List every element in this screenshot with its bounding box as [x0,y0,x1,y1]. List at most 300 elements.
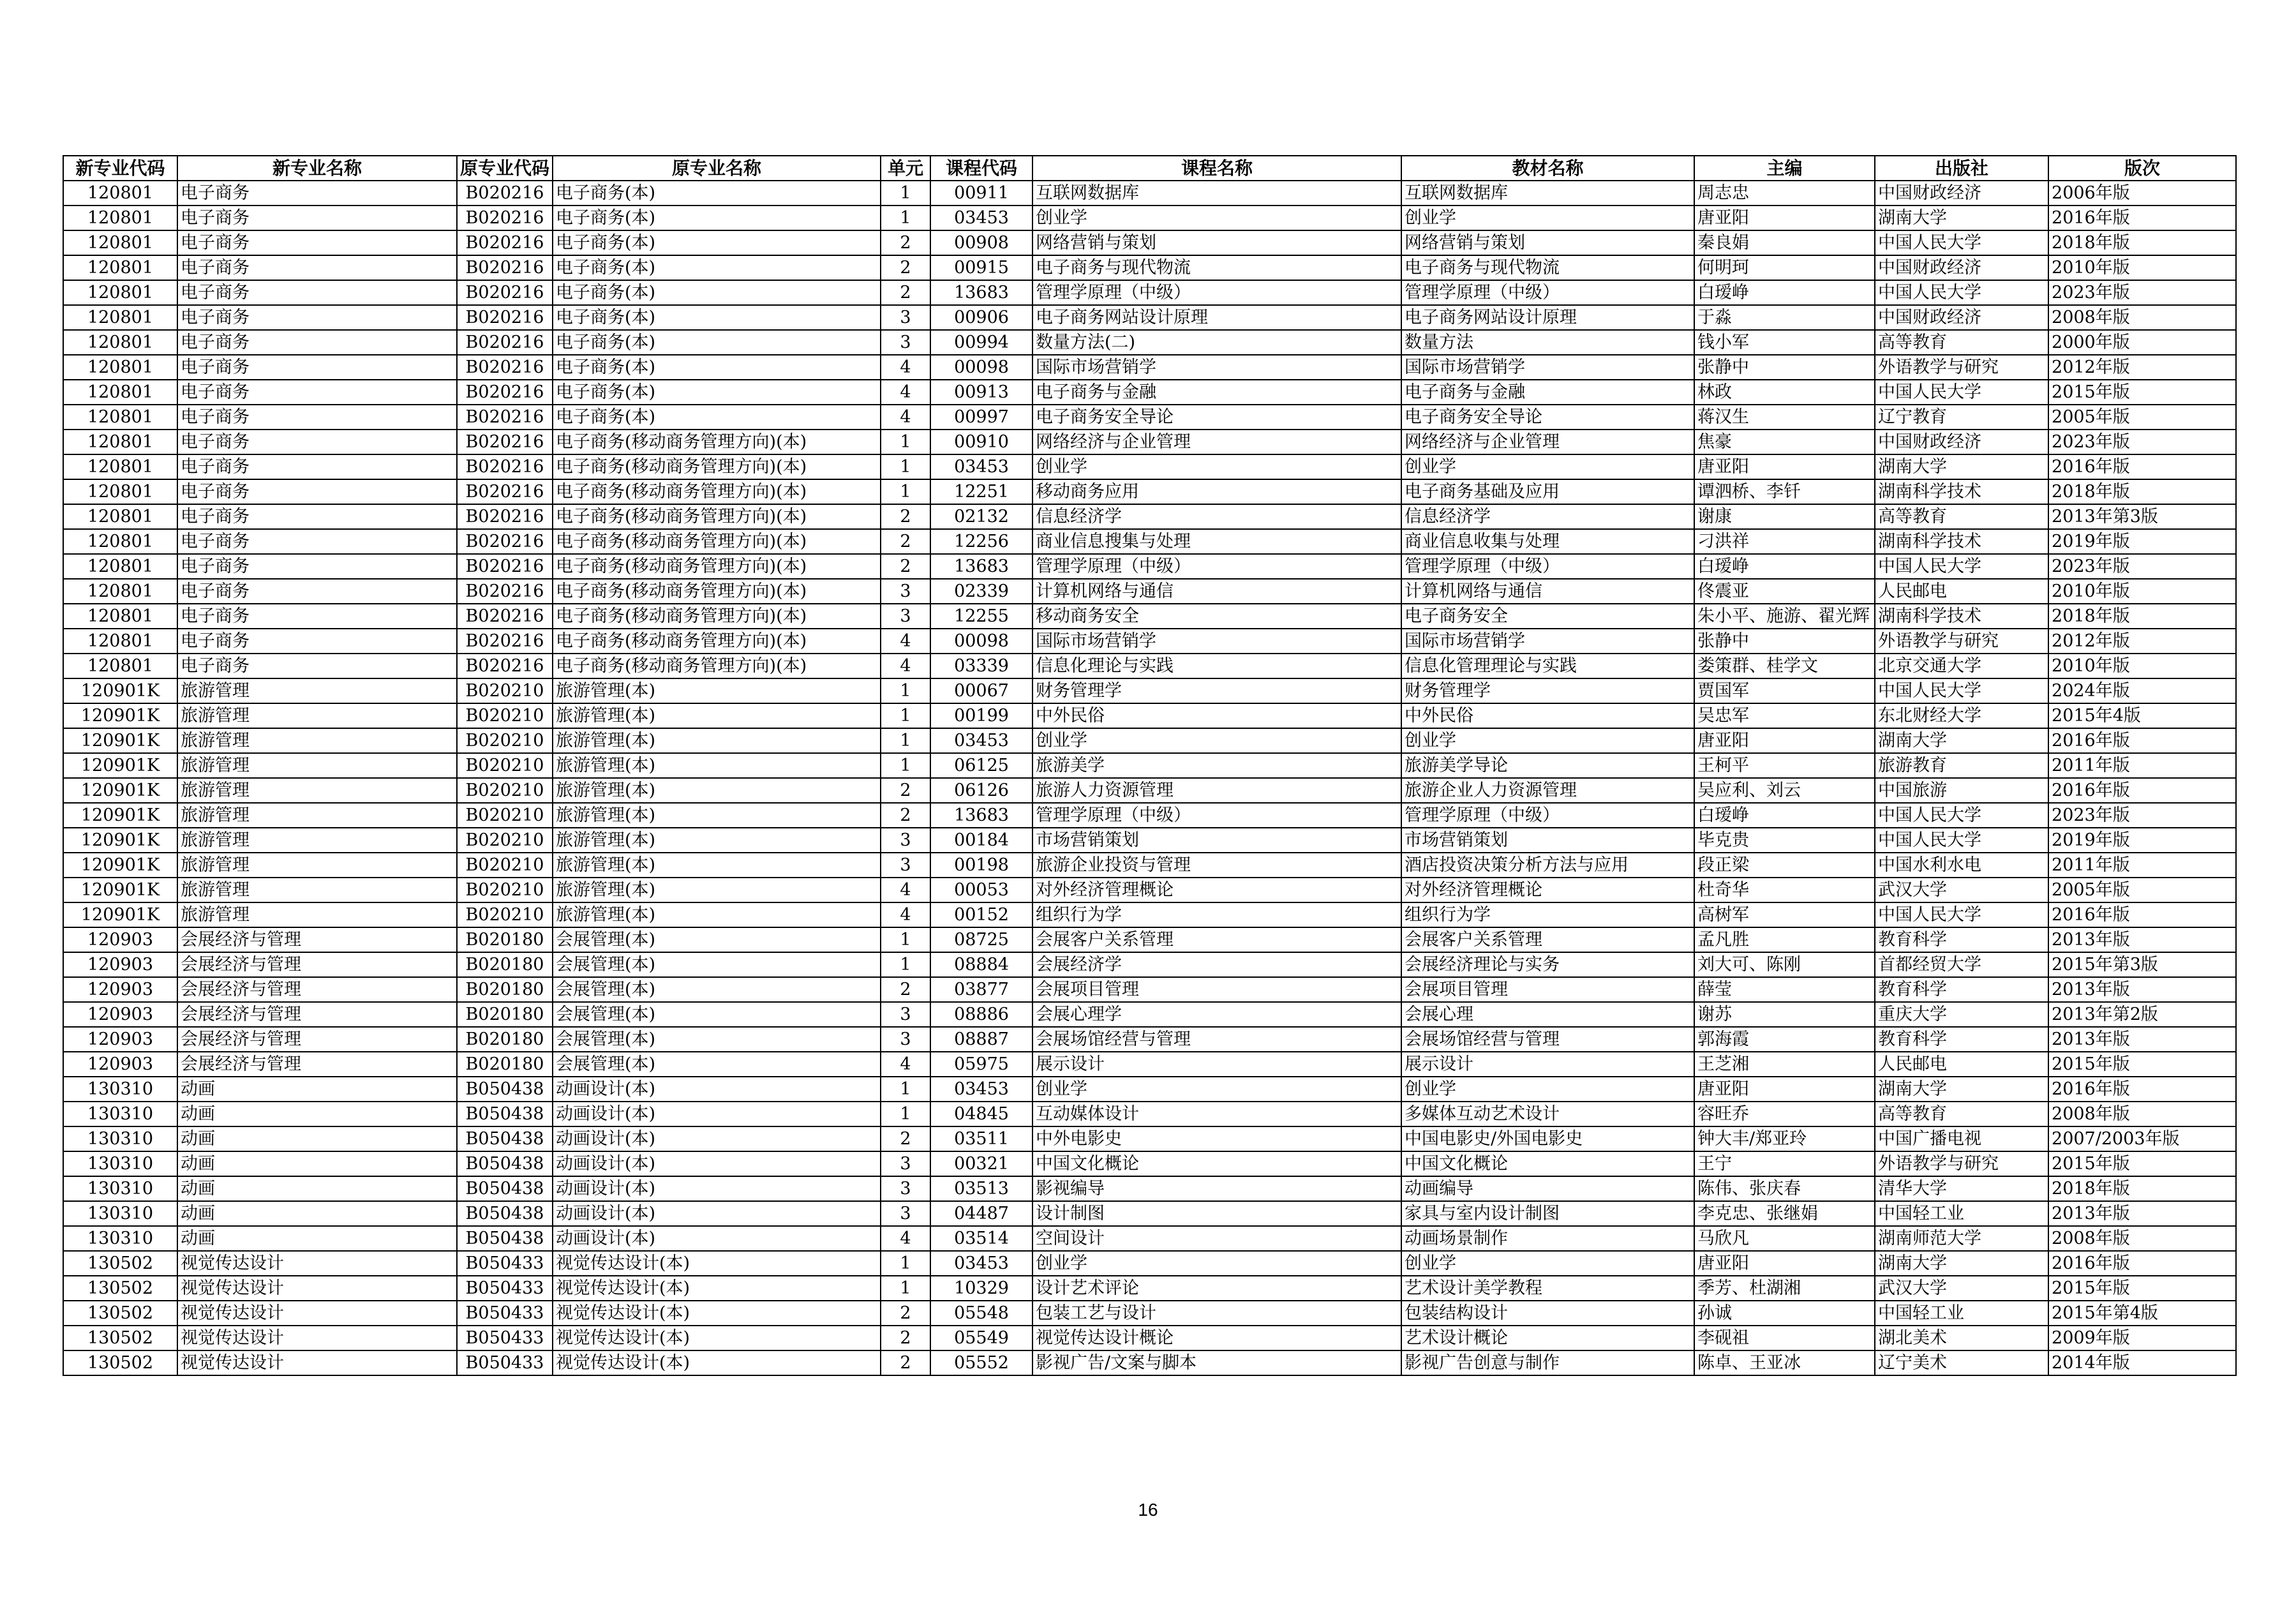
cell-old-major-code: B050438 [457,1226,553,1251]
cell-course-name: 会展客户关系管理 [1032,927,1401,952]
cell-course-name: 中外民俗 [1032,703,1401,728]
cell-old-major-code: B020180 [457,952,553,977]
cell-old-major-code: B020216 [457,330,553,355]
cell-old-major-code: B050433 [457,1301,553,1326]
cell-unit: 1 [881,1102,930,1126]
cell-course-name: 计算机网络与通信 [1032,579,1401,604]
cell-new-major-code: 130310 [63,1151,177,1176]
cell-old-major-code: B050433 [457,1276,553,1301]
cell-old-major-name: 动画设计(本) [553,1102,881,1126]
cell-edition: 2023年版 [2048,430,2236,454]
cell-unit: 3 [881,1176,930,1201]
cell-old-major-name: 电子商务(本) [553,355,881,380]
cell-publisher: 中国人民大学 [1875,554,2048,579]
cell-publisher: 中国广播电视 [1875,1126,2048,1151]
cell-textbook-name: 会展心理 [1401,1002,1694,1027]
cell-old-major-name: 电子商务(本) [553,230,881,255]
cell-edition: 2015年第4版 [2048,1301,2236,1326]
cell-old-major-code: B020180 [457,1027,553,1052]
cell-new-major-name: 电子商务 [177,430,457,454]
cell-new-major-name: 旅游管理 [177,753,457,778]
cell-publisher: 中国人民大学 [1875,380,2048,405]
table-row [63,305,2236,330]
cell-new-major-code: 130310 [63,1226,177,1251]
cell-old-major-code: B020210 [457,853,553,878]
cell-edition: 2010年版 [2048,579,2236,604]
table-row [63,454,2236,479]
cell-course-name: 数量方法(二) [1032,330,1401,355]
cell-new-major-code: 120903 [63,927,177,952]
cell-unit: 2 [881,977,930,1002]
table-row [63,803,2236,828]
cell-old-major-name: 视觉传达设计(本) [553,1251,881,1276]
cell-unit: 1 [881,454,930,479]
cell-course-name: 商业信息搜集与处理 [1032,529,1401,554]
cell-new-major-name: 旅游管理 [177,853,457,878]
cell-course-code: 00994 [930,330,1032,355]
cell-course-code: 00321 [930,1151,1032,1176]
cell-unit: 2 [881,803,930,828]
table-row [63,604,2236,629]
table-row [63,579,2236,604]
cell-edition: 2010年版 [2048,654,2236,678]
cell-new-major-code: 130310 [63,1102,177,1126]
cell-old-major-code: B020216 [457,305,553,330]
table-row [63,1301,2236,1326]
cell-editor: 薛莹 [1694,977,1875,1002]
cell-old-major-name: 电子商务(移动商务管理方向)(本) [553,529,881,554]
cell-new-major-code: 120901K [63,853,177,878]
cell-publisher: 湖南科学技术 [1875,529,2048,554]
cell-unit: 4 [881,1226,930,1251]
cell-editor: 唐亚阳 [1694,454,1875,479]
cell-editor: 谭泗桥、李钎 [1694,479,1875,504]
cell-unit: 4 [881,878,930,902]
header-editor: 主编 [1694,156,1875,181]
cell-edition: 2013年版 [2048,927,2236,952]
cell-course-name: 设计制图 [1032,1201,1401,1226]
cell-new-major-name: 视觉传达设计 [177,1350,457,1375]
cell-editor: 王宁 [1694,1151,1875,1176]
cell-new-major-name: 电子商务 [177,255,457,280]
cell-old-major-code: B050438 [457,1201,553,1226]
cell-editor: 段正梁 [1694,853,1875,878]
cell-unit: 4 [881,902,930,927]
cell-editor: 白瑷峥 [1694,554,1875,579]
cell-edition: 2007/2003年版 [2048,1126,2236,1151]
cell-new-major-name: 旅游管理 [177,902,457,927]
cell-new-major-name: 电子商务 [177,206,457,230]
cell-textbook-name: 中外民俗 [1401,703,1694,728]
table-row [63,927,2236,952]
cell-course-code: 12255 [930,604,1032,629]
cell-publisher: 高等教育 [1875,330,2048,355]
cell-new-major-name: 旅游管理 [177,678,457,703]
cell-old-major-code: B050438 [457,1151,553,1176]
cell-textbook-name: 旅游美学导论 [1401,753,1694,778]
cell-unit: 3 [881,1201,930,1226]
table-row [63,554,2236,579]
cell-course-code: 03453 [930,1251,1032,1276]
cell-editor: 林政 [1694,380,1875,405]
cell-course-name: 电子商务与现代物流 [1032,255,1401,280]
cell-unit: 3 [881,330,930,355]
cell-old-major-name: 动画设计(本) [553,1077,881,1102]
cell-new-major-name: 动画 [177,1201,457,1226]
cell-old-major-name: 视觉传达设计(本) [553,1301,881,1326]
cell-unit: 2 [881,255,930,280]
cell-editor: 吴忠军 [1694,703,1875,728]
cell-unit: 4 [881,355,930,380]
cell-old-major-code: B020216 [457,355,553,380]
cell-publisher: 武汉大学 [1875,1276,2048,1301]
cell-textbook-name: 电子商务安全导论 [1401,405,1694,430]
cell-publisher: 教育科学 [1875,927,2048,952]
cell-old-major-code: B050433 [457,1350,553,1375]
cell-course-code: 04845 [930,1102,1032,1126]
cell-unit: 2 [881,1301,930,1326]
table-row [63,230,2236,255]
cell-new-major-code: 120903 [63,1027,177,1052]
cell-old-major-name: 电子商务(移动商务管理方向)(本) [553,430,881,454]
cell-course-code: 03877 [930,977,1032,1002]
cell-textbook-name: 酒店投资决策分析方法与应用 [1401,853,1694,878]
table-row [63,629,2236,654]
cell-textbook-name: 电子商务基础及应用 [1401,479,1694,504]
cell-edition: 2019年版 [2048,828,2236,853]
cell-edition: 2011年版 [2048,753,2236,778]
cell-new-major-name: 视觉传达设计 [177,1276,457,1301]
cell-publisher: 旅游教育 [1875,753,2048,778]
table-row [63,1052,2236,1077]
cell-course-code: 05549 [930,1326,1032,1350]
cell-old-major-name: 会展管理(本) [553,1052,881,1077]
cell-course-name: 创业学 [1032,1251,1401,1276]
table-row [63,430,2236,454]
cell-edition: 2000年版 [2048,330,2236,355]
cell-old-major-code: B020180 [457,1002,553,1027]
cell-course-name: 国际市场营销学 [1032,629,1401,654]
cell-course-code: 03514 [930,1226,1032,1251]
cell-old-major-code: B020210 [457,878,553,902]
cell-new-major-code: 120801 [63,255,177,280]
cell-new-major-code: 120901K [63,803,177,828]
cell-textbook-name: 艺术设计美学教程 [1401,1276,1694,1301]
cell-editor: 白瑷峥 [1694,280,1875,305]
cell-edition: 2015年版 [2048,1151,2236,1176]
cell-course-code: 03511 [930,1126,1032,1151]
cell-publisher: 中国人民大学 [1875,230,2048,255]
cell-old-major-code: B050433 [457,1251,553,1276]
cell-unit: 4 [881,654,930,678]
cell-editor: 佟震亚 [1694,579,1875,604]
cell-publisher: 外语教学与研究 [1875,355,2048,380]
cell-edition: 2013年版 [2048,977,2236,1002]
cell-edition: 2015年第3版 [2048,952,2236,977]
table-header [63,156,2236,181]
cell-course-code: 00906 [930,305,1032,330]
cell-editor: 张静中 [1694,629,1875,654]
cell-textbook-name: 电子商务与现代物流 [1401,255,1694,280]
cell-course-name: 对外经济管理概论 [1032,878,1401,902]
cell-publisher: 湖南科学技术 [1875,479,2048,504]
cell-publisher: 中国人民大学 [1875,828,2048,853]
cell-publisher: 中国人民大学 [1875,803,2048,828]
cell-publisher: 中国人民大学 [1875,678,2048,703]
cell-unit: 1 [881,703,930,728]
cell-unit: 2 [881,1126,930,1151]
cell-old-major-name: 电子商务(本) [553,330,881,355]
header-old-major-name: 原专业名称 [553,156,881,181]
cell-new-major-code: 120801 [63,305,177,330]
cell-course-code: 00152 [930,902,1032,927]
cell-old-major-name: 会展管理(本) [553,977,881,1002]
cell-textbook-name: 动画场景制作 [1401,1226,1694,1251]
cell-editor: 娄策群、桂学文 [1694,654,1875,678]
cell-editor: 杜奇华 [1694,878,1875,902]
cell-new-major-code: 120801 [63,230,177,255]
table-row [63,1276,2236,1301]
cell-course-code: 12251 [930,479,1032,504]
cell-old-major-name: 电子商务(移动商务管理方向)(本) [553,504,881,529]
cell-new-major-name: 会展经济与管理 [177,977,457,1002]
cell-editor: 王芝湘 [1694,1052,1875,1077]
cell-new-major-name: 动画 [177,1226,457,1251]
cell-new-major-name: 动画 [177,1077,457,1102]
cell-course-code: 08725 [930,927,1032,952]
cell-unit: 1 [881,181,930,206]
cell-editor: 孟凡胜 [1694,927,1875,952]
cell-course-code: 03453 [930,206,1032,230]
cell-editor: 马欣凡 [1694,1226,1875,1251]
cell-publisher: 中国轻工业 [1875,1301,2048,1326]
cell-course-code: 00184 [930,828,1032,853]
cell-old-major-code: B020216 [457,629,553,654]
cell-course-code: 05552 [930,1350,1032,1375]
cell-new-major-name: 旅游管理 [177,828,457,853]
cell-edition: 2018年版 [2048,479,2236,504]
cell-new-major-code: 120801 [63,604,177,629]
cell-edition: 2012年版 [2048,629,2236,654]
cell-course-name: 市场营销策划 [1032,828,1401,853]
cell-textbook-name: 动画编导 [1401,1176,1694,1201]
cell-new-major-name: 电子商务 [177,579,457,604]
cell-new-major-name: 电子商务 [177,604,457,629]
cell-old-major-code: B020216 [457,380,553,405]
cell-course-code: 03513 [930,1176,1032,1201]
cell-edition: 2023年版 [2048,554,2236,579]
cell-editor: 钱小军 [1694,330,1875,355]
cell-unit: 1 [881,952,930,977]
cell-course-name: 会展经济学 [1032,952,1401,977]
cell-new-major-code: 120901K [63,753,177,778]
cell-old-major-name: 旅游管理(本) [553,678,881,703]
cell-new-major-name: 会展经济与管理 [177,952,457,977]
cell-old-major-code: B020216 [457,654,553,678]
cell-editor: 刘大可、陈刚 [1694,952,1875,977]
cell-old-major-name: 动画设计(本) [553,1126,881,1151]
cell-unit: 1 [881,1077,930,1102]
cell-old-major-name: 旅游管理(本) [553,902,881,927]
cell-new-major-code: 130502 [63,1326,177,1350]
cell-course-name: 电子商务与金融 [1032,380,1401,405]
cell-edition: 2005年版 [2048,878,2236,902]
cell-old-major-name: 电子商务(移动商务管理方向)(本) [553,579,881,604]
cell-edition: 2016年版 [2048,778,2236,803]
cell-old-major-code: B020216 [457,479,553,504]
cell-textbook-name: 展示设计 [1401,1052,1694,1077]
cell-textbook-name: 组织行为学 [1401,902,1694,927]
cell-course-name: 中国文化概论 [1032,1151,1401,1176]
cell-publisher: 湖南大学 [1875,728,2048,753]
cell-course-code: 02339 [930,579,1032,604]
cell-old-major-code: B020210 [457,828,553,853]
cell-unit: 4 [881,380,930,405]
cell-textbook-name: 创业学 [1401,1077,1694,1102]
cell-editor: 刁洪祥 [1694,529,1875,554]
cell-publisher: 教育科学 [1875,977,2048,1002]
cell-course-code: 00913 [930,380,1032,405]
cell-course-code: 12256 [930,529,1032,554]
cell-edition: 2024年版 [2048,678,2236,703]
cell-edition: 2016年版 [2048,206,2236,230]
cell-course-name: 创业学 [1032,1077,1401,1102]
table-row [63,1326,2236,1350]
header-textbook-name: 教材名称 [1401,156,1694,181]
table-row [63,380,2236,405]
cell-textbook-name: 网络营销与策划 [1401,230,1694,255]
cell-edition: 2015年版 [2048,1052,2236,1077]
cell-course-name: 会展项目管理 [1032,977,1401,1002]
cell-textbook-name: 多媒体互动艺术设计 [1401,1102,1694,1126]
cell-old-major-name: 动画设计(本) [553,1176,881,1201]
cell-new-major-name: 电子商务 [177,454,457,479]
cell-publisher: 外语教学与研究 [1875,1151,2048,1176]
cell-editor: 唐亚阳 [1694,1251,1875,1276]
cell-new-major-name: 旅游管理 [177,728,457,753]
cell-publisher: 中国水利水电 [1875,853,2048,878]
cell-publisher: 首都经贸大学 [1875,952,2048,977]
cell-old-major-code: B020216 [457,579,553,604]
cell-old-major-code: B020210 [457,902,553,927]
cell-old-major-code: B020210 [457,803,553,828]
cell-old-major-name: 会展管理(本) [553,1027,881,1052]
cell-old-major-name: 电子商务(移动商务管理方向)(本) [553,454,881,479]
cell-course-name: 互联网数据库 [1032,181,1401,206]
cell-old-major-name: 旅游管理(本) [553,803,881,828]
cell-course-name: 中外电影史 [1032,1126,1401,1151]
cell-course-code: 00098 [930,355,1032,380]
cell-old-major-name: 电子商务(移动商务管理方向)(本) [553,654,881,678]
cell-old-major-code: B020210 [457,703,553,728]
cell-edition: 2015年版 [2048,1276,2236,1301]
cell-edition: 2016年版 [2048,902,2236,927]
cell-new-major-name: 电子商务 [177,380,457,405]
cell-textbook-name: 中国电影史/外国电影史 [1401,1126,1694,1151]
cell-new-major-code: 130502 [63,1350,177,1375]
header-unit: 单元 [881,156,930,181]
cell-new-major-name: 电子商务 [177,479,457,504]
cell-publisher: 湖南大学 [1875,206,2048,230]
cell-textbook-name: 艺术设计概论 [1401,1326,1694,1350]
cell-unit: 3 [881,828,930,853]
header-course-code: 课程代码 [930,156,1032,181]
cell-new-major-code: 120801 [63,554,177,579]
cell-old-major-code: B020216 [457,255,553,280]
cell-editor: 陈卓、王亚冰 [1694,1350,1875,1375]
cell-edition: 2014年版 [2048,1350,2236,1375]
cell-course-code: 03453 [930,454,1032,479]
table-row [63,529,2236,554]
cell-editor: 于淼 [1694,305,1875,330]
cell-edition: 2018年版 [2048,604,2236,629]
cell-textbook-name: 电子商务网站设计原理 [1401,305,1694,330]
cell-course-name: 展示设计 [1032,1052,1401,1077]
cell-textbook-name: 电子商务与金融 [1401,380,1694,405]
cell-textbook-name: 会展经济理论与实务 [1401,952,1694,977]
cell-publisher: 中国财政经济 [1875,305,2048,330]
cell-new-major-name: 动画 [177,1102,457,1126]
cell-new-major-code: 120801 [63,654,177,678]
table-row [63,330,2236,355]
cell-old-major-name: 电子商务(本) [553,181,881,206]
cell-old-major-code: B020216 [457,230,553,255]
cell-new-major-name: 会展经济与管理 [177,1002,457,1027]
cell-new-major-code: 120903 [63,977,177,1002]
cell-edition: 2012年版 [2048,355,2236,380]
cell-old-major-name: 电子商务(本) [553,405,881,430]
cell-old-major-name: 会展管理(本) [553,952,881,977]
cell-textbook-name: 管理学原理（中级） [1401,803,1694,828]
table-row [63,479,2236,504]
cell-edition: 2019年版 [2048,529,2236,554]
cell-unit: 2 [881,280,930,305]
cell-editor: 谢苏 [1694,1002,1875,1027]
cell-course-name: 旅游企业投资与管理 [1032,853,1401,878]
cell-unit: 1 [881,1276,930,1301]
cell-new-major-code: 130310 [63,1077,177,1102]
cell-old-major-code: B050438 [457,1102,553,1126]
cell-new-major-name: 动画 [177,1151,457,1176]
cell-textbook-name: 商业信息收集与处理 [1401,529,1694,554]
cell-edition: 2006年版 [2048,181,2236,206]
cell-publisher: 湖南大学 [1875,1077,2048,1102]
cell-new-major-code: 120801 [63,330,177,355]
cell-course-name: 会展场馆经营与管理 [1032,1027,1401,1052]
cell-old-major-name: 旅游管理(本) [553,728,881,753]
cell-new-major-code: 120901K [63,703,177,728]
cell-old-major-name: 动画设计(本) [553,1226,881,1251]
cell-new-major-name: 电子商务 [177,355,457,380]
cell-editor: 秦良娟 [1694,230,1875,255]
cell-old-major-name: 电子商务(移动商务管理方向)(本) [553,629,881,654]
cell-old-major-name: 电子商务(本) [553,255,881,280]
cell-course-name: 移动商务应用 [1032,479,1401,504]
cell-textbook-name: 创业学 [1401,206,1694,230]
cell-new-major-code: 130502 [63,1276,177,1301]
table-row [63,1102,2236,1126]
cell-new-major-name: 电子商务 [177,305,457,330]
table-row [63,678,2236,703]
cell-course-name: 影视广告/文案与脚本 [1032,1350,1401,1375]
cell-course-name: 网络经济与企业管理 [1032,430,1401,454]
cell-publisher: 湖南师范大学 [1875,1226,2048,1251]
cell-edition: 2023年版 [2048,280,2236,305]
cell-course-code: 00199 [930,703,1032,728]
cell-unit: 3 [881,579,930,604]
cell-new-major-code: 120801 [63,479,177,504]
cell-old-major-code: B020180 [457,1052,553,1077]
